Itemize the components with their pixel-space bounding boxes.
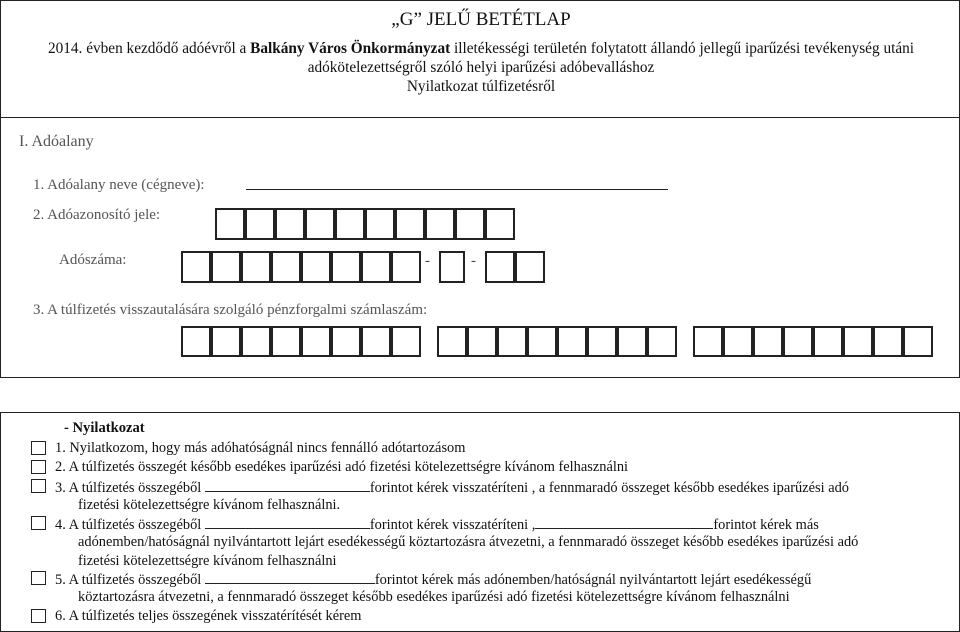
bank-account-digit-box[interactable] xyxy=(497,326,527,357)
tax-id-digit-box[interactable] xyxy=(485,208,515,240)
bank-account-digit-box[interactable] xyxy=(903,326,933,357)
header-description-line2: adókötelezettségről szóló helyi iparűzési adóbevalláshoz xyxy=(307,59,655,76)
bank-account-digit-box[interactable] xyxy=(587,326,617,357)
bank-account-digit-box[interactable] xyxy=(241,326,271,357)
amount-blank[interactable] xyxy=(205,514,370,529)
declaration-item-6: 6. A túlfizetés teljes összegének visszatérítését kérem xyxy=(55,608,362,624)
bank-account-digit-box[interactable] xyxy=(467,326,497,357)
tax-id-digit-box[interactable] xyxy=(395,208,425,240)
bank-account-digit-box[interactable] xyxy=(557,326,587,357)
declaration-checkbox-2[interactable] xyxy=(31,460,46,474)
section-declaration xyxy=(0,412,960,632)
section-heading-taxpayer: I. Adóalany xyxy=(19,133,94,150)
bank-account-digit-box[interactable] xyxy=(527,326,557,357)
declaration-item-4-cont2: fizetési kötelezettségre kívánom felhasználni xyxy=(78,553,337,569)
taxpayer-name-label: 1. Adóalany neve (cégneve): xyxy=(33,177,205,193)
tax-id-digit-box[interactable] xyxy=(245,208,275,240)
tax-id-digit-box[interactable] xyxy=(335,208,365,240)
declaration-heading: - Nyilatkozat xyxy=(64,420,145,436)
declaration-item-2: 2. A túlfizetés összegét később esedékes iparűzési adó fizetési kötelezettségre kívánom felhasználni xyxy=(55,459,629,475)
tax-number-digit-box[interactable] xyxy=(361,251,391,283)
declaration-checkbox-4[interactable] xyxy=(31,516,46,530)
bank-account-digit-box[interactable] xyxy=(647,326,677,357)
tax-number-label: Adószáma: xyxy=(59,252,127,268)
section-taxpayer xyxy=(0,118,960,378)
bank-account-digit-box[interactable] xyxy=(843,326,873,357)
header-subtitle: Nyilatkozat túlfizetésről xyxy=(406,78,556,95)
declaration-item-4: 4. A túlfizetés összegéből forintot kérek visszatéríteni , forintot kérek más xyxy=(55,514,819,534)
bank-account-digit-box[interactable] xyxy=(361,326,391,357)
declaration-item-5: 5. A túlfizetés összegéből forintot kérek más adónemben/hatóságnál nyilvántartott lejárt esedékességű xyxy=(55,569,811,589)
tax-number-digit-box[interactable] xyxy=(301,251,331,283)
bank-account-digit-box[interactable] xyxy=(181,326,211,357)
declaration-item-1: 1. Nyilatkozom, hogy más adóhatóságnál nincs fennálló adótartozásom xyxy=(55,440,466,456)
declaration-checkbox-5[interactable] xyxy=(31,571,46,585)
tax-number-separator: - xyxy=(471,253,476,269)
bank-account-digit-box[interactable] xyxy=(211,326,241,357)
bank-account-digit-box[interactable] xyxy=(693,326,723,357)
tax-id-digit-box[interactable] xyxy=(425,208,455,240)
bank-account-digit-box[interactable] xyxy=(437,326,467,357)
bank-account-digit-box[interactable] xyxy=(301,326,331,357)
tax-number-digit-box[interactable] xyxy=(241,251,271,283)
tax-number-separator: - xyxy=(425,253,430,269)
declaration-checkbox-6[interactable] xyxy=(31,609,46,623)
amount-blank[interactable] xyxy=(205,477,370,492)
amount-blank[interactable] xyxy=(535,514,713,529)
tax-number-digit-box[interactable] xyxy=(181,251,211,283)
declaration-item-3-cont: fizetési kötelezettségre kívánom felhasználni. xyxy=(78,497,341,513)
header-description-line1: 2014. évben kezdődő adóévről a Balkány Város Önkormányzat illetékességi területén folytatott állandó jellegű iparűzési tevékenység utáni xyxy=(47,40,915,57)
tax-number-digit-box[interactable] xyxy=(211,251,241,283)
tax-id-digit-box[interactable] xyxy=(215,208,245,240)
tax-id-digit-box[interactable] xyxy=(455,208,485,240)
tax-number-digit-box[interactable] xyxy=(271,251,301,283)
declaration-item-5-cont: köztartozásra átvezetni, a fennmaradó összeget később esedékes iparűzési adó fizetési kötelezettségre kívánom felhasználni xyxy=(78,589,790,605)
declaration-item-3: 3. A túlfizetés összegéből forintot kérek visszatéríteni , a fennmaradó összeget később esedékes iparűzési adó xyxy=(55,477,849,497)
bank-account-digit-box[interactable] xyxy=(813,326,843,357)
bank-account-digit-box[interactable] xyxy=(617,326,647,357)
form-title: „G” JELŰ BETÉTLAP xyxy=(391,9,571,30)
tax-number-digit-box[interactable] xyxy=(515,251,545,283)
declaration-checkbox-1[interactable] xyxy=(31,441,46,455)
tax-id-digit-box[interactable] xyxy=(365,208,395,240)
amount-blank[interactable] xyxy=(205,569,375,584)
bank-account-digit-box[interactable] xyxy=(331,326,361,357)
taxpayer-name-field[interactable] xyxy=(246,175,668,190)
bank-account-digit-box[interactable] xyxy=(873,326,903,357)
tax-number-digit-box[interactable] xyxy=(331,251,361,283)
tax-number-digit-box[interactable] xyxy=(391,251,421,283)
form-header xyxy=(0,0,960,118)
tax-id-digit-box[interactable] xyxy=(305,208,335,240)
tax-id-label: 2. Adóazonosító jele: xyxy=(33,207,161,223)
bank-account-digit-box[interactable] xyxy=(271,326,301,357)
tax-id-digit-box[interactable] xyxy=(275,208,305,240)
declaration-item-4-cont1: adónemben/hatóságnál nyilvántartott lejárt esedékességű köztartozásra átvezetni, a fennmaradó összeget később esedékes iparűzési adó xyxy=(78,534,859,550)
declaration-checkbox-3[interactable] xyxy=(31,479,46,493)
tax-number-digit-box[interactable] xyxy=(439,251,465,283)
bank-account-digit-box[interactable] xyxy=(783,326,813,357)
bank-account-digit-box[interactable] xyxy=(723,326,753,357)
tax-number-digit-box[interactable] xyxy=(485,251,515,283)
bank-account-label: 3. A túlfizetés visszautalására szolgáló pénzforgalmi számlaszám: xyxy=(33,302,428,318)
bank-account-digit-box[interactable] xyxy=(753,326,783,357)
bank-account-digit-box[interactable] xyxy=(391,326,421,357)
